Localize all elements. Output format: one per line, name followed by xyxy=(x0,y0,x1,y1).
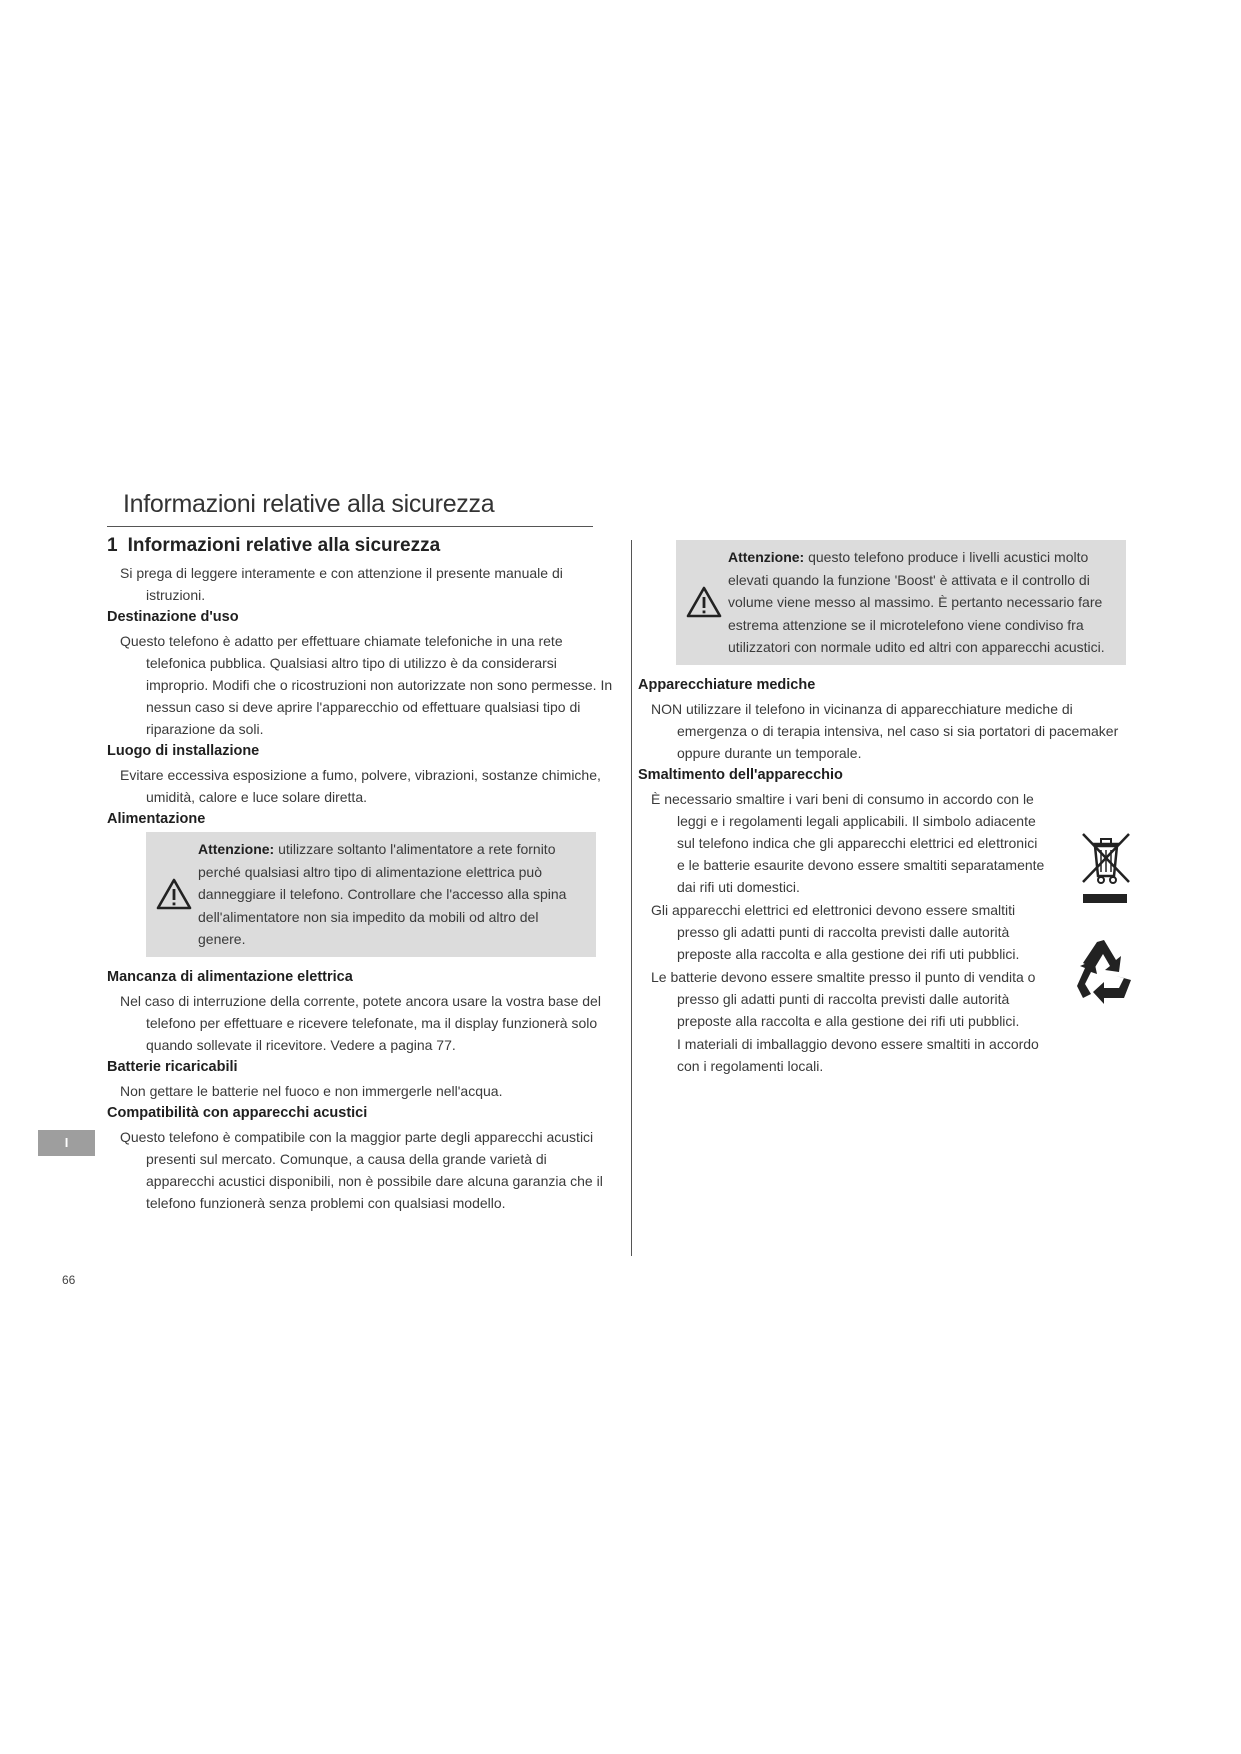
section-number: 1 xyxy=(107,535,118,556)
intended-use-heading: Destinazione d'uso xyxy=(107,609,239,625)
disposal-paragraph-4: I materiali di imballaggio devono essere smaltiti in accordo con i regolamenti locali. xyxy=(677,1035,1039,1074)
header-rule xyxy=(107,526,593,527)
left-column xyxy=(107,535,617,1215)
hearing-aids-paragraph: Questo telefono è compatibile con la maggior parte degli apparecchi acustici presenti sul mercato. Comunque, a causa della grande varietà di apparecchi acustici disponibili, non è possibile dare alcuna garanzia che il telefono funzionerà senza problemi con qualsiasi modello. xyxy=(120,1128,603,1211)
boost-warning-text: questo telefono produce i livelli acustici molto elevati quando la funzione 'Boost' è attivata e il controllo di volume viene messo al massimo. È pertanto necessario fare estrema attenzione se il microtelefono viene condiviso fra utilizzatori con normale udito ed altri con apparecchi acustici. xyxy=(728,549,1105,655)
boost-warning-box xyxy=(676,540,1126,665)
power-failure-paragraph: Nel caso di interruzione della corrente, potete ancora usare la vostra base del telefono per effettuare e ricevere telefonate, ma il display funzionerà solo quando sollevate il ricevitore. Vedere a pagina 77. xyxy=(120,992,601,1053)
crossed-bin-icon xyxy=(1075,828,1135,908)
disposal-paragraph-3: Le batterie devono essere smaltite presso il punto di vendita o presso gli adatti punti di raccolta previsti dalle autorità preposte alla raccolta e alla gestione dei rifi uti pubblici. xyxy=(651,968,1036,1029)
language-side-tab: I xyxy=(38,1130,95,1156)
power-failure-heading: Mancanza di alimentazione elettrica xyxy=(107,968,353,985)
intro-paragraph: Si prega di leggere interamente e con attenzione il presente manuale di istruzioni. xyxy=(120,565,563,603)
installation-heading: Luogo di installazione xyxy=(107,743,260,759)
recycle-icon xyxy=(1069,936,1139,1006)
warning-triangle-icon xyxy=(686,586,722,618)
column-divider xyxy=(631,540,632,1256)
section-title xyxy=(107,535,617,557)
disposal-block xyxy=(638,788,1138,1077)
power-warning-text: utilizzare soltanto l'alimentatore a rete fornito perché qualsiasi altro tipo di alimentazione elettrica può danneggiare il telefono. Controllare che l'accesso alla spina dell'alimentatore non sia impedito da mobili od altro del genere. xyxy=(198,841,567,947)
disposal-heading: Smaltimento dell'apparecchio xyxy=(638,766,843,783)
disposal-paragraph-1: È necessario smaltire i vari beni di consumo in accordo con le leggi e i regolamenti legali applicabili. Il simbolo adiacente sul telefono indica che gli apparecchi elettrici ed elettronici e le batterie esaurite devono essere smaltiti separatamente dai rifi uti domestici. xyxy=(651,790,1045,895)
page-header-title: Informazioni relative alla sicurezza xyxy=(123,490,495,518)
hearing-aids-heading: Compatibilità con apparecchi acustici xyxy=(107,1104,368,1121)
power-warning-box xyxy=(146,832,596,957)
intended-use-paragraph: Questo telefono è adatto per effettuare chiamate telefoniche in una rete telefonica pubblica. Qualsiasi altro tipo di utilizzo è da considerarsi improprio. Modifi che o ricostruzioni non autorizzate non sono permesse. In nessun caso si deve aprire l'apparecchio od effettuare qualsiasi tipo di riparazione da soli. xyxy=(120,633,613,737)
power-warning-label: Attenzione: xyxy=(198,841,275,857)
boost-warning-label: Attenzione: xyxy=(728,549,805,565)
batteries-heading: Batterie ricaricabili xyxy=(107,1058,238,1075)
batteries-paragraph: Non gettare le batterie nel fuoco e non immergerle nell'acqua. xyxy=(120,1082,503,1099)
page-number: 66 xyxy=(62,1273,76,1287)
disposal-paragraph-2: Gli apparecchi elettrici ed elettronici devono essere smaltiti presso gli adatti punti di raccolta previsti dalle autorità preposte alla raccolta e alla gestione dei rifi uti pubblici. xyxy=(651,901,1020,962)
right-column xyxy=(638,540,1138,1078)
medical-heading: Apparecchiature mediche xyxy=(638,676,816,693)
installation-paragraph: Evitare eccessiva esposizione a fumo, polvere, vibrazioni, sostanze chimiche, umidità, calore e luce solare diretta. xyxy=(120,767,601,805)
power-heading: Alimentazione xyxy=(107,811,206,827)
medical-paragraph: NON utilizzare il telefono in vicinanza di apparecchiature mediche di emergenza o di terapia intensiva, nel caso si sia portatori di pacemaker oppure durante un temporale. xyxy=(651,700,1119,761)
section-title-text: Informazioni relative alla sicurezza xyxy=(127,535,441,556)
warning-triangle-icon xyxy=(156,878,192,910)
